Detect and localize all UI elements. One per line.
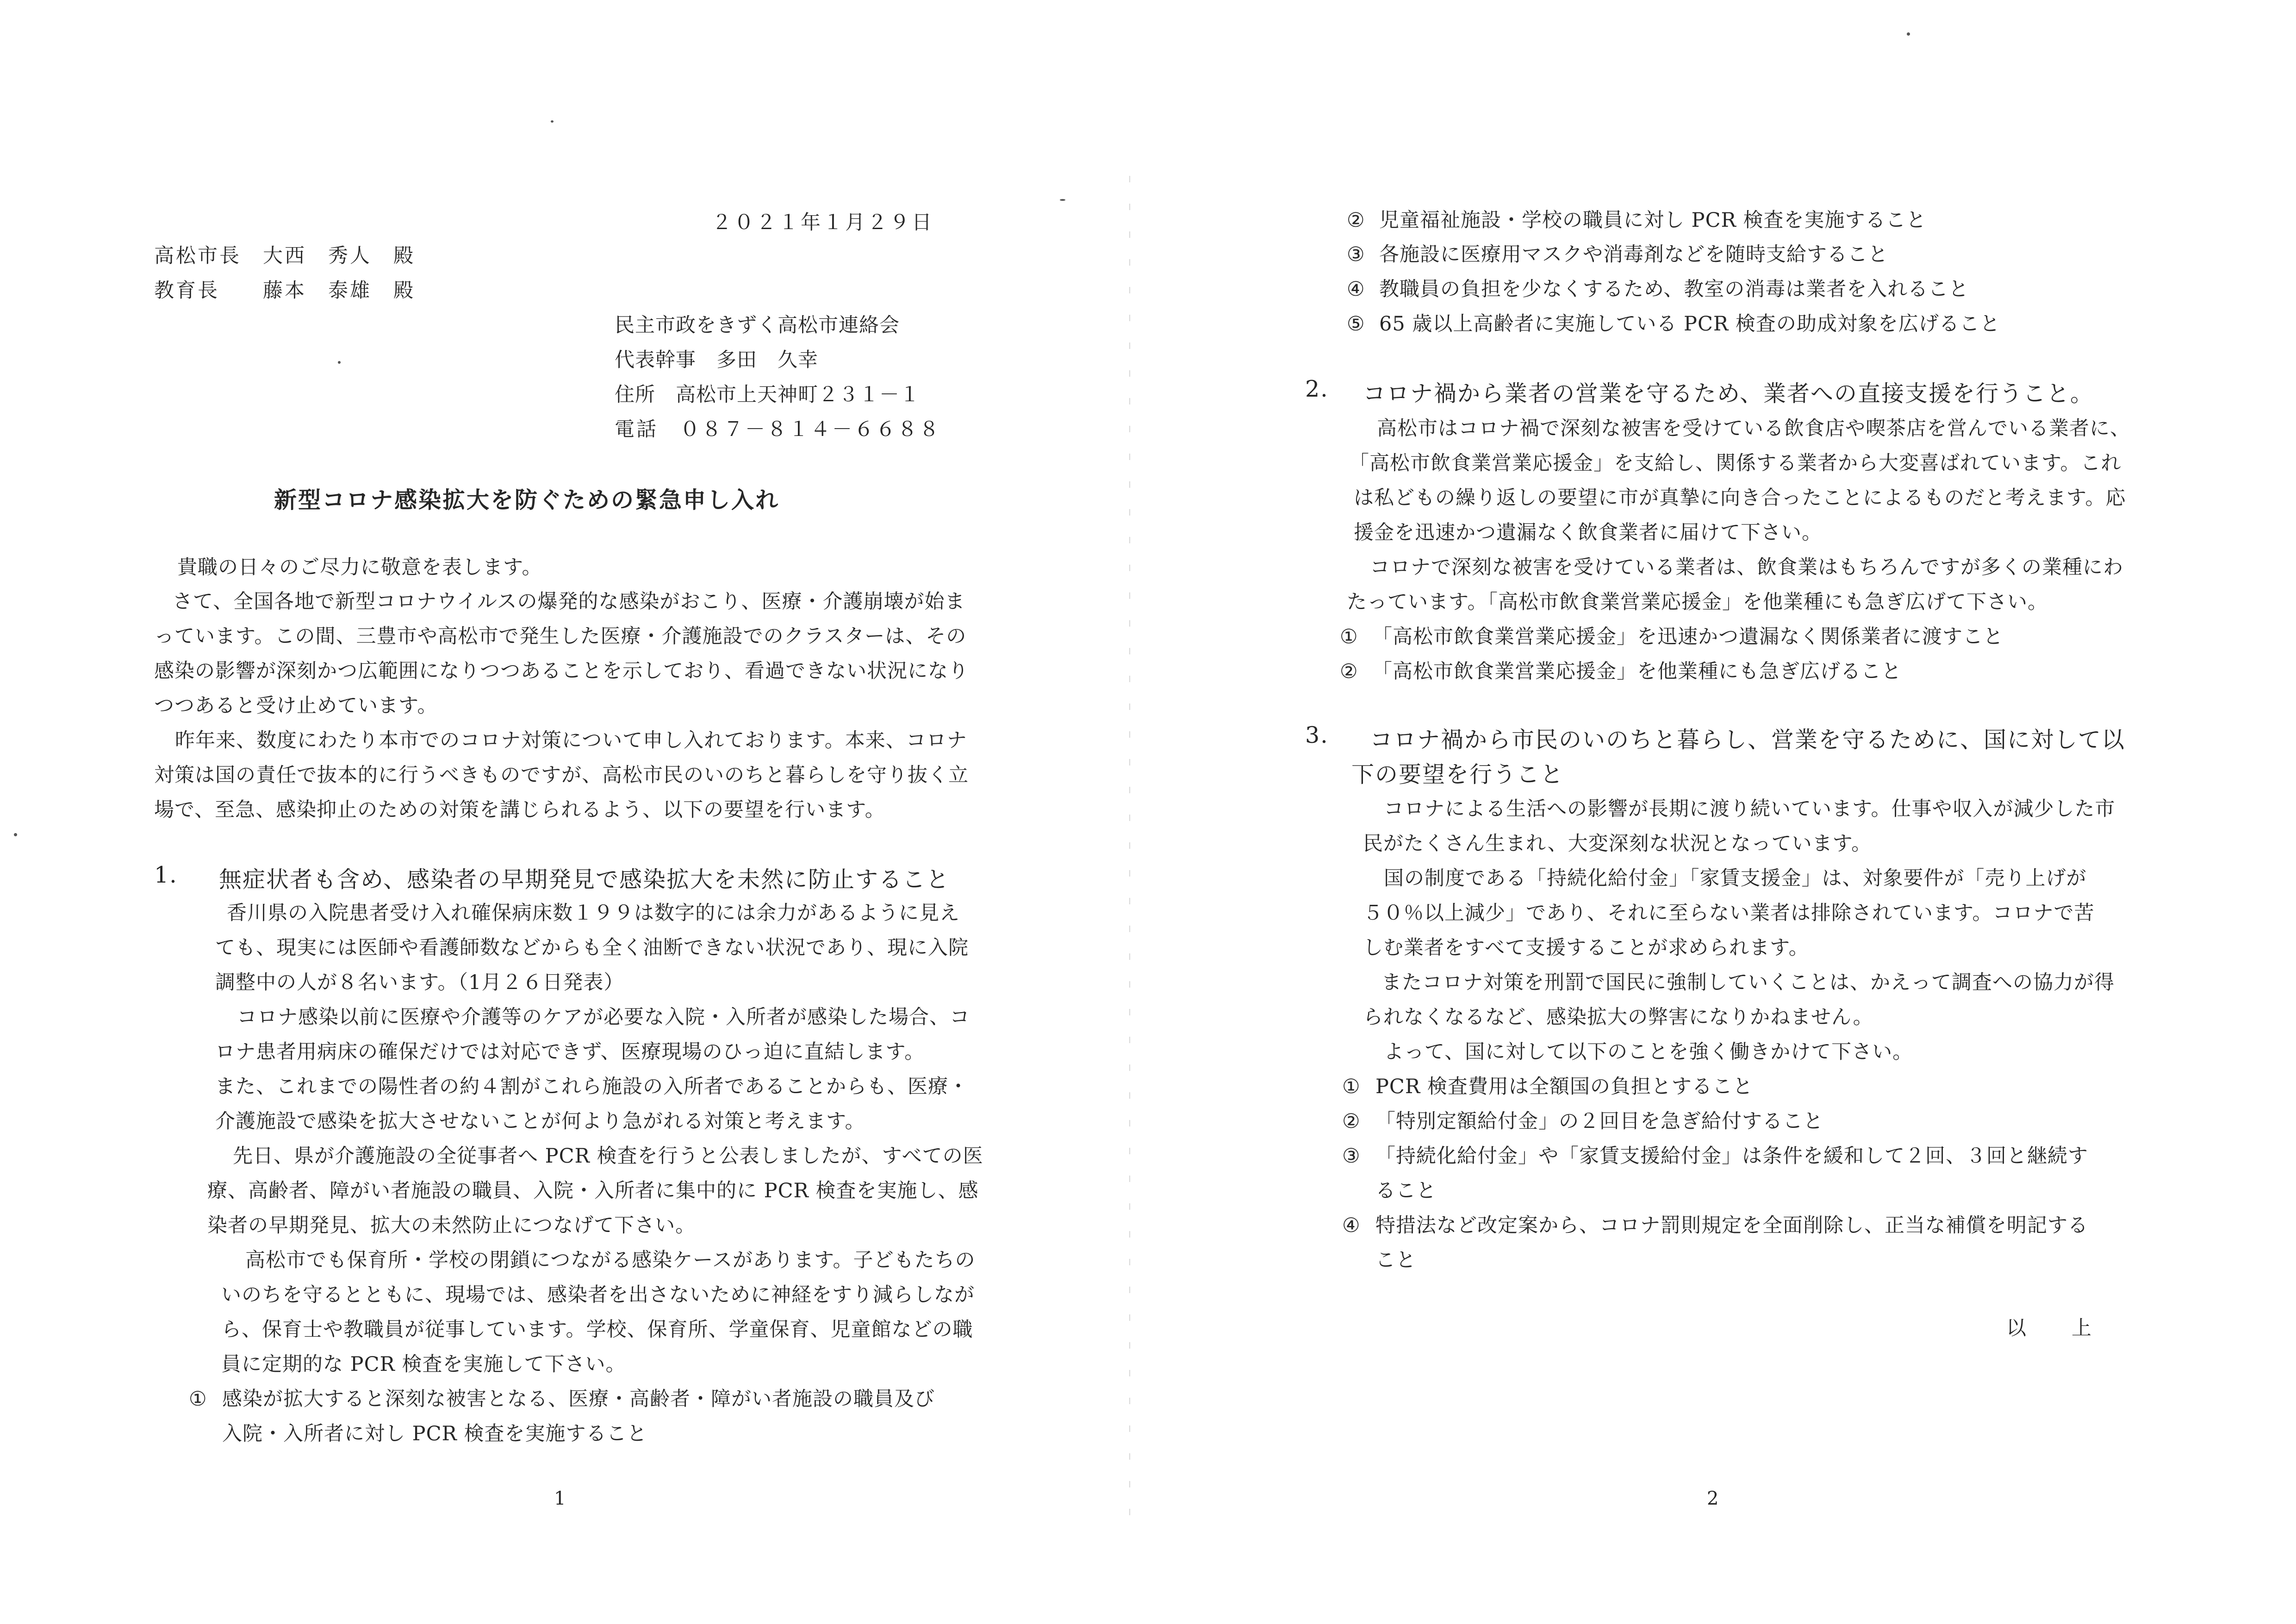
item-text: 教職員の負担を少なくするため、教室の消毒は業者を入れること	[1379, 278, 1969, 301]
page-fold-shadow	[1129, 176, 1130, 1518]
scan-speck	[1907, 32, 1910, 36]
intro-line: 感染の影響が深刻かつ広範囲になりつつあることを示しており、看過できない状況になり	[154, 660, 969, 683]
sender-representative: 代表幹事 多田 久幸	[615, 348, 818, 372]
item-marker: ②	[1340, 660, 1358, 683]
section-1-line: ら、保育士や教職員が従事しています。学校、保育所、学童保育、児童館などの職	[221, 1318, 973, 1341]
section-2-line: 「高松市飲食業営業応援金」を支給し、関係する業者から大変喜ばれています。これ	[1349, 452, 2122, 475]
item-marker: ②	[1342, 1110, 1361, 1133]
section-1-item-1-line: 感染が拡大すると深刻な被害となる、医療・高齢者・障がい者施設の職員及び	[222, 1388, 935, 1411]
item-marker: ③	[1342, 1145, 1361, 1168]
item-text: PCR 検査費用は全額国の負担とすること	[1375, 1075, 1753, 1098]
section-1-line: 員に定期的な PCR 検査を実施して下さい。	[221, 1353, 626, 1376]
section-1-line: 高松市でも保育所・学校の閉鎖につながる感染ケースがあります。子どもたちの	[245, 1249, 976, 1272]
section-2-number: 2.	[1305, 376, 1329, 402]
intro-line: っています。この間、三豊市や高松市で発生した医療・介護施設でのクラスターは、その	[154, 625, 967, 648]
item-marker: ②	[1347, 209, 1365, 232]
intro-line: 対策は国の責任で抜本的に行うべきものですが、高松市民のいのちと暮らしを守り抜く立	[154, 764, 969, 787]
sender-phone: 電話 ０８７－８１４－６６８８	[615, 418, 941, 441]
scan-speck	[14, 833, 17, 836]
section-3-line: 国の制度である「持続化給付金」「家賃支援金」は、対象要件が「売り上げが	[1384, 867, 2087, 890]
item-text: 「持続化給付金」や「家賃支援給付金」は条件を緩和して２回、３回と継続す	[1375, 1145, 2088, 1168]
letter-date: ２０２１年１月２９日	[712, 211, 934, 234]
item-text: 各施設に医療用マスクや消毒剤などを随時支給すること	[1379, 243, 1888, 266]
section-1-line: ロナ患者用病床の確保だけでは対応できず、医療現場のひっ迫に直結します。	[215, 1040, 925, 1064]
scan-speck	[551, 120, 554, 123]
addressee-education-superintendent: 教育長 藤本 泰雄 殿	[154, 279, 415, 302]
section-1-item-1-line: 入院・入所者に対し PCR 検査を実施すること	[222, 1422, 647, 1445]
item-text: 「高松市飲食業営業応援金」を迅速かつ遺漏なく関係業者に渡すこと	[1372, 625, 2004, 648]
section-1-line: ても、現実には医師や看護師数などからも全く油断できない状況であり、現に入院	[215, 936, 969, 959]
section-2-line: は私どもの繰り返しの要望に市が真摯に向き合ったことによるものだと考えます。応	[1354, 486, 2126, 510]
section-1-line: いのちを守るとともに、現場では、感染者を出さないために神経をすり減らしなが	[221, 1283, 975, 1307]
item-text: 児童福祉施設・学校の職員に対し PCR 検査を実施すること	[1379, 209, 1927, 232]
item-text: 65 歳以上高齢者に実施している PCR 検査の助成対象を広げること	[1379, 312, 2000, 336]
item-text-continued: こと	[1375, 1249, 1416, 1272]
item-marker: ④	[1347, 278, 1365, 301]
section-3-line: しむ業者をすべて支援することが求められます。	[1363, 936, 1809, 959]
section-3-line: コロナによる生活への影響が長期に渡り続いています。仕事や収入が減少した市	[1384, 797, 2116, 821]
item-text: 「特別定額給付金」の２回目を急ぎ給付すること	[1375, 1110, 1823, 1133]
section-3-line: またコロナ対策を刑罰で国民に強制していくことは、かえって調査への協力が得	[1381, 971, 2115, 994]
section-1-line: 調整中の人が８名います。（1月２６日発表）	[215, 971, 624, 994]
scan-speck	[338, 361, 341, 364]
document-title: 新型コロナ感染拡大を防ぐための緊急申し入れ	[274, 486, 780, 513]
section-1-line: また、これまでの陽性者の約４割がこれら施設の入所者であることからも、医療・	[215, 1075, 969, 1098]
section-2-line: コロナで深刻な被害を受けている業者は、飲食業はもちろんですが多くの業種にわ	[1370, 556, 2123, 579]
item-marker: ①	[1342, 1075, 1361, 1098]
item-marker: ④	[1342, 1214, 1361, 1237]
sender-organization: 民主市政をきずく高松市連絡会	[615, 314, 900, 337]
section-2-line: 高松市はコロナ禍で深刻な被害を受けている飲食店や喫茶店を営んでいる業者に、	[1377, 417, 2130, 440]
section-1-line: 染者の早期発見、拡大の未然防止につなげて下さい。	[207, 1214, 696, 1237]
section-1-item-1-marker: ①	[189, 1388, 207, 1411]
intro-line: 昨年来、数度にわたり本市でのコロナ対策について申し入れております。本来、コロナ	[175, 729, 967, 752]
section-3-heading-line: コロナ禍から市民のいのちと暮らし、営業を守るために、国に対して以	[1370, 727, 2126, 753]
section-1-number: 1.	[154, 862, 178, 888]
sender-address: 住所 高松市上天神町２３１－１	[615, 383, 920, 406]
intro-line: 場で、至急、感染抑止のための対策を講じられるよう、以下の要望を行います。	[154, 798, 885, 821]
section-2-line: たっています。「高松市飲食業営業応援金」を他業種にも急ぎ広げて下さい。	[1347, 591, 2048, 614]
section-2-heading: コロナ禍から業者の営業を守るため、業者への直接支援を行うこと。	[1363, 380, 2094, 407]
item-text: 特措法など改定案から、コロナ罰則規定を全面削除し、正当な補償を明記する	[1375, 1214, 2088, 1237]
section-1-line: 療、高齢者、障がい者施設の職員、入院・入所者に集中的に PCR 検査を実施し、感	[207, 1179, 979, 1202]
section-2-line: 援金を迅速かつ遺漏なく飲食業者に届けて下さい。	[1354, 521, 1822, 544]
intro-line: 貴職の日々のご尽力に敬意を表します。	[177, 556, 542, 579]
item-text: 「高松市飲食業営業応援金」を他業種にも急ぎ広げること	[1372, 660, 1902, 683]
item-marker: ③	[1347, 243, 1365, 266]
addressee-mayor: 高松市長 大西 秀人 殿	[154, 244, 415, 268]
section-1-line: コロナ感染以前に医療や介護等のケアが必要な入院・入所者が感染した場合、コ	[237, 1006, 970, 1029]
item-text-continued: ること	[1375, 1179, 1437, 1202]
closing-remark: 以 上	[2006, 1317, 2093, 1340]
section-1-line: 介護施設で感染を拡大させないことが何より急がれる対策と考えます。	[215, 1110, 865, 1133]
section-3-line: 民がたくさん生まれ、大変深刻な状況となっています。	[1363, 832, 1872, 855]
section-3-line: ５０％以上減少」であり、それに至らない業者は排除されています。コロナで苦	[1363, 902, 2095, 925]
section-3-number: 3.	[1305, 722, 1329, 748]
item-marker: ⑤	[1347, 312, 1365, 336]
section-3-line: よって、国に対して以下のことを強く働きかけて下さい。	[1384, 1040, 1913, 1064]
page-number-2: 2	[1707, 1488, 1719, 1509]
intro-line: つつあると受け止めています。	[154, 694, 438, 717]
intro-line: さて、全国各地で新型コロナウイルスの爆発的な感染がおこり、医療・介護崩壊が始ま	[173, 590, 965, 613]
section-1-line: 先日、県が介護施設の全従事者へ PCR 検査を行うと公表しましたが、すべての医	[233, 1145, 983, 1168]
section-3-heading-line: 下の要望を行うこと	[1351, 761, 1564, 788]
page-number-1: 1	[554, 1488, 566, 1509]
section-1-heading: 無症状者も含め、感染者の早期発見で感染拡大を未然に防止すること	[219, 866, 950, 893]
scan-speck	[1060, 199, 1065, 201]
section-1-line: 香川県の入院患者受け入れ確保病床数１９９は数字的には余力があるように見え	[227, 902, 960, 925]
item-marker: ①	[1340, 625, 1358, 648]
section-3-line: られなくなるなど、感染拡大の弊害になりかねません。	[1363, 1006, 1873, 1029]
